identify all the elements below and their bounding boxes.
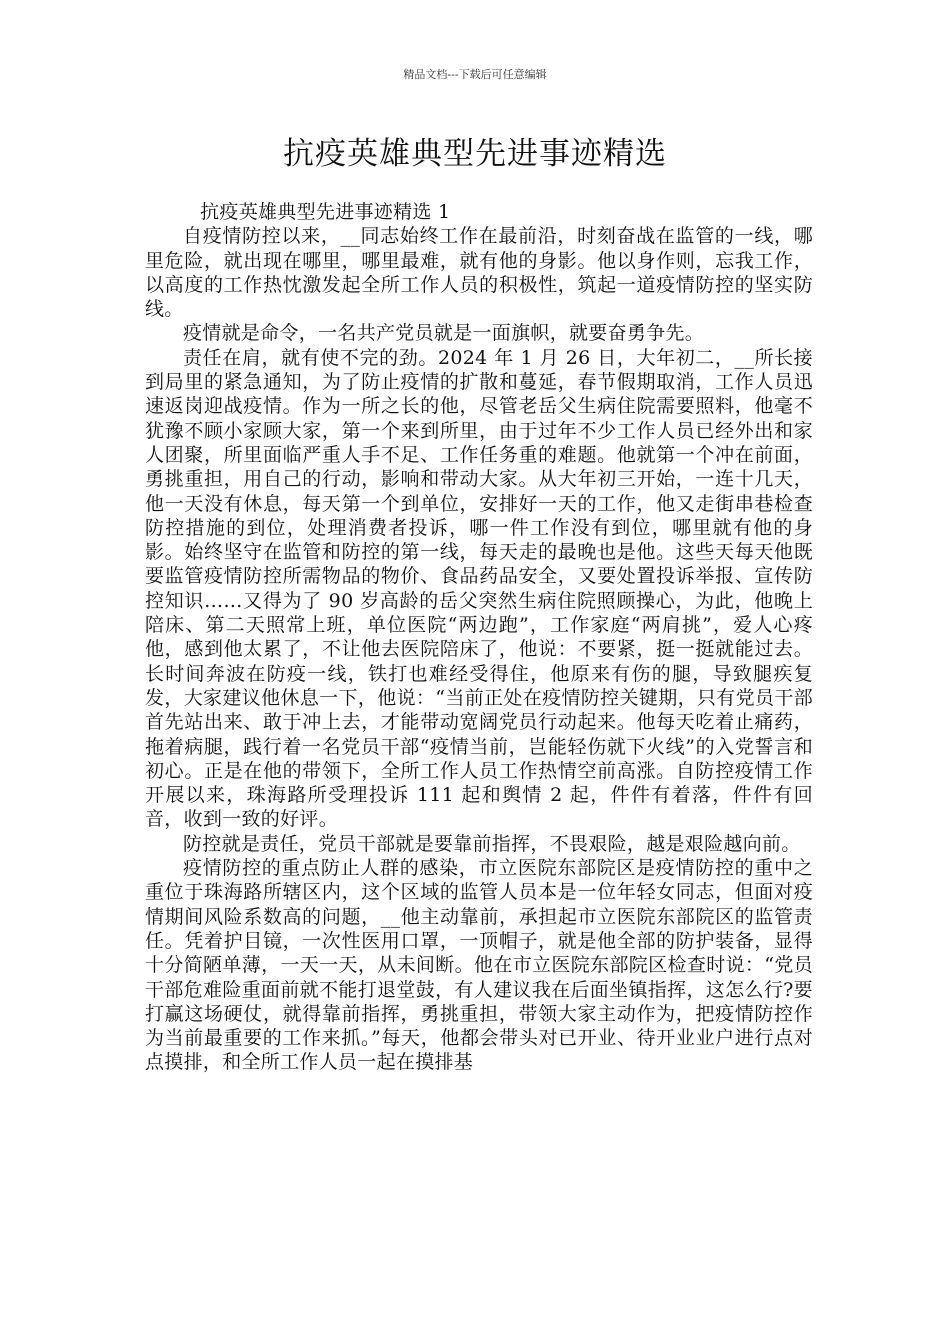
paragraph-3: 责任在肩，就有使不完的劲。2024 年 1 月 26 日，大年初二，__所长接到局里的紧急通知，为了防止疫情的扩散和蔓延，春节假期取消，工作人员迅速返岗迎战疫情。作为一所之长的他，尽管老岳父生病住院需要照料，他毫不犹豫不顾小家顾大家，第一个来到所里，由于过年不少工作人员已经外出和家人团聚，所里面临严重人手不足、工作任务重的难题。他就第一个冲在前面，勇挑重担，用自己的行动，影响和带动大家。从大年初三开始，一连十几天，他一天没有休息，每天第一个到单位，安排好一天的工作，他又走街串巷检查防控措施的到位，处理消费者投诉，哪一件工作没有到位，哪里就有他的身影。始终坚守在监管和防控的第一线，每天走的最晚也是他。这些天每天他既要监管疫情防控所需物品的物价、食品药品安全，又要处置投诉举报、宣传防控知识……又得为了 90 岁高龄的岳父突然生病住院照顾操心，为此，他晚上陪床、第二天照常上班，单位医院“两边跑”，工作家庭“两肩挑”，爱人心疼他，感到他太累了，不让他去医院陪床了，他说：不要紧，挺一挺就能过去。长时间奔波在防疫一线，铁打也难经受得住，他原来有伤的腿，导致腿疾复发，大家建议他休息一下，他说：“当前正处在疫情防控关键期，只有党员干部首先站出来、敢于冲上去，才能带动宽阔党员行动起来。他每天吃着止痛药，拖着病腿，践行着一名党员干部“疫情当前，岂能轻伤就下火线”的入党誓言和初心。正是在他的带领下，全所工作人员工作热情空前高涨。自防控疫情工作开展以来，珠海路所受理投诉 111 起和舆情 2 起，件件有着落，件件有回音，收到一致的好评。 <box>145 346 813 831</box>
section-subtitle: 抗疫英雄典型先进事迹精选 1 <box>200 201 451 223</box>
page-header-note: 精品文档---下载后可任意编辑 <box>403 68 547 81</box>
document-body <box>145 200 813 1075</box>
paragraph-1: 自疫情防控以来，__同志始终工作在最前沿，时刻奋战在监管的一线，哪里危险，就出现在哪里，哪里最难，就有他的身影。他以身作则，忘我工作，以高度的工作热忱激发起全所工作人员的积极性，筑起一道疫情防控的坚实防线。 <box>145 225 813 321</box>
paragraph-2: 疫情就是命令，一名共产党员就是一面旗帜，就要奋勇争先。 <box>183 322 705 345</box>
paragraph-4: 防控就是责任，党员干部就是要靠前指挥，不畏艰险，越是艰险越向前。 <box>183 832 801 855</box>
document-title: 抗疫英雄典型先进事迹精选 <box>283 136 667 172</box>
paragraph-5: 疫情防控的重点防止人群的感染，市立医院东部院区是疫情防控的重中之重位于珠海路所辖区内，这个区域的监管人员本是一位年轻女同志，但面对疫情期间风险系数高的问题，__他主动靠前，承担起市立医院东部院区的监管责任。凭着护目镜，一次性医用口罩，一顶帽子，就是他全部的防护装备，显得十分简陋单薄，一天一天，从未间断。他在市立医院东部院区检查时说：“党员干部危难险重面前就不能打退堂鼓，有人建议我在后面坐镇指挥，这怎么行?要打赢这场硬仗，就得靠前指挥，勇挑重担，带领大家主动作为，把疫情防控作为当前最重要的工作来抓。”每天，他都会带头对已开业、待开业业户进行点对点摸排，和全所工作人员一起在摸排基 <box>145 857 813 1074</box>
